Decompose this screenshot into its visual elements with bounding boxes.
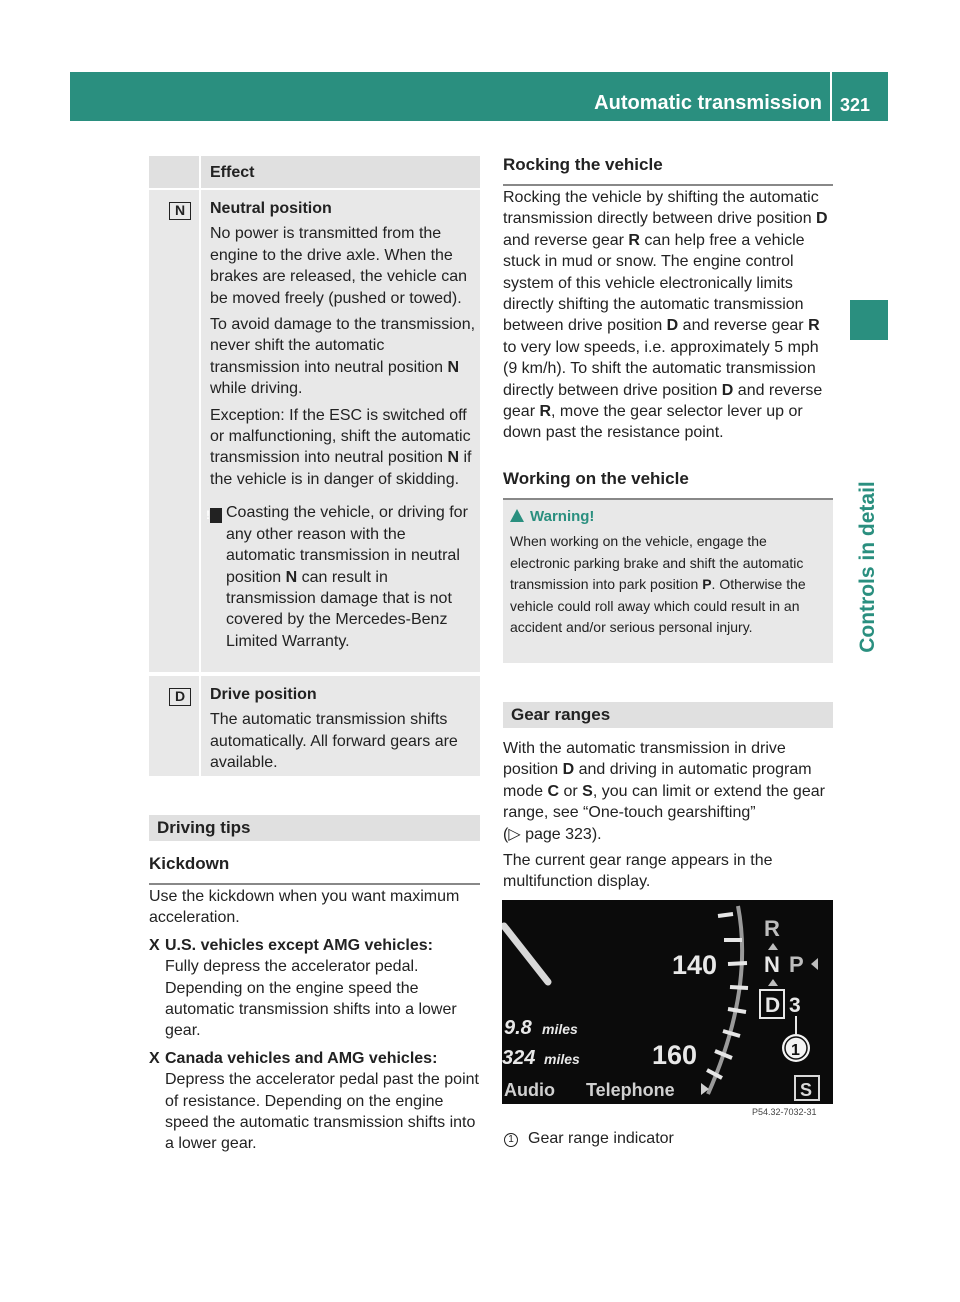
text-bold: N: [447, 449, 460, 467]
drive-cell: [210, 684, 478, 779]
text-bold: D: [562, 761, 575, 779]
kickdown-body: [149, 886, 480, 1161]
drive-p1: The automatic transmission shifts automatically. All forward gears are available.: [210, 711, 458, 772]
drive-symbol-icon: D: [169, 688, 191, 706]
table-col-separator: [199, 156, 201, 188]
text: Rocking the vehicle by shifting the automatic transmission directly between drive position: [503, 189, 819, 228]
text: With the automatic transmission in drive position: [503, 740, 786, 779]
caption-number-icon: 1: [504, 1133, 518, 1147]
page-title: Automatic transmission: [594, 92, 822, 114]
side-tab-marker: [850, 300, 888, 340]
gear-ranges-p2: The current gear range appears in the multifunction display.: [503, 852, 773, 891]
side-tab: [850, 300, 888, 920]
neutral-p2: [210, 314, 478, 400]
neutral-cell: [206, 198, 478, 657]
text-bold: D: [666, 317, 679, 335]
working-heading: Working on the vehicle: [503, 468, 833, 500]
text-bold: R: [539, 403, 552, 421]
drive-title: Drive position: [210, 686, 317, 703]
text-bold: R: [808, 317, 820, 335]
table-row: [149, 676, 480, 776]
text: if the vehicle is in danger of skidding.: [210, 449, 472, 488]
text: or: [559, 782, 583, 800]
kickdown-intro: Use the kickdown when you want maximum acceleration.: [149, 888, 460, 927]
trip-unit: miles: [542, 1021, 578, 1037]
table-header-effect: Effect: [210, 164, 255, 181]
text-bold: C: [547, 782, 560, 800]
text: and driving in automatic program mode: [503, 761, 812, 800]
text-bold: D: [816, 210, 828, 228]
table-col-separator: [199, 190, 201, 672]
exclamation-icon: !: [210, 508, 222, 523]
speed-140: 140: [672, 950, 718, 980]
s-icon: S: [800, 1080, 813, 1100]
driving-tips-heading: Driving tips: [149, 815, 480, 841]
text-bold: P: [702, 576, 712, 593]
text: can result in transmission damage that is not covered by the Mercedes-Benz Limited Warranty.: [226, 568, 452, 650]
gear-n: N: [764, 952, 780, 977]
list-item: [149, 935, 480, 1042]
rocking-heading: Rocking the vehicle: [503, 154, 833, 186]
table-col-separator: [199, 676, 201, 776]
gear-p: P: [789, 952, 804, 977]
list-item-label: Canada vehicles and AMG vehicles:: [165, 1049, 438, 1067]
caption-text: Gear range indicator: [528, 1130, 674, 1147]
text: Exception: If the ESC is switched off or malfunctioning, shift the automatic transmission into neutral position: [210, 406, 471, 467]
text: can help free a vehicle stuck in mud or snow. The engine control system of this vehicle electronically limits directly shifting the automatic transmission between drive position: [503, 231, 805, 335]
text: Coasting the vehicle, or driving for any other reason with the automatic transmission in neutral position: [226, 504, 468, 586]
page-reference: (▷ page 323).: [503, 825, 602, 843]
text: and reverse gear: [503, 231, 629, 249]
instrument-cluster-image: [502, 900, 833, 1118]
text: . Otherwise the vehicle could roll away which could result in an accident and/or serious personal injury.: [510, 576, 806, 636]
warning-title: Warning!: [530, 508, 595, 525]
neutral-p1: No power is transmitted from the engine to the drive axle. When the brakes are released, the vehicle can be moved freely (pushed or towed).: [210, 225, 468, 307]
text-bold: R: [628, 231, 640, 249]
text-bold: N: [285, 568, 298, 586]
odometer-unit: miles: [544, 1051, 580, 1067]
menu-audio: Audio: [504, 1080, 555, 1100]
list-item: [149, 1048, 480, 1155]
text-bold: N: [447, 358, 460, 376]
text: and reverse gear: [503, 381, 823, 421]
gear-d: D: [765, 994, 781, 1017]
text: and reverse gear: [678, 317, 809, 335]
list-item-text: Fully depress the accelerator pedal. Depending on the engine speed the automatic transmission shifts into a lower gear.: [165, 958, 457, 1040]
instrument-cluster-graphic: [502, 900, 833, 1118]
warning-box: [503, 500, 833, 663]
neutral-p3: [210, 405, 478, 491]
page-number: 321: [840, 95, 871, 115]
gear-r: R: [764, 916, 780, 941]
text: , you can limit or extend the gear range, see “One-touch gearshifting”: [503, 782, 825, 822]
text: To avoid damage to the transmission, never shift the automatic transmission into neutral position: [210, 316, 476, 376]
gear-ranges-heading: Gear ranges: [503, 702, 833, 728]
text: while driving.: [210, 380, 303, 398]
warning-triangle-icon: [510, 509, 524, 522]
x-marker-icon: X: [149, 936, 160, 954]
neutral-symbol-icon: N: [169, 202, 191, 220]
header-divider: [830, 72, 832, 121]
x-marker-icon: X: [149, 1049, 160, 1067]
speed-160: 160: [652, 1040, 698, 1070]
odometer-value: 324: [502, 1047, 536, 1069]
warning-title-row: [510, 506, 826, 527]
trip-value: 9.8: [504, 1017, 532, 1039]
gear-ranges-body: [503, 738, 835, 893]
text-bold: D: [721, 381, 734, 399]
neutral-note: [206, 502, 478, 652]
kickdown-heading: Kickdown: [149, 853, 480, 885]
list-item-label: U.S. vehicles except AMG vehicles:: [165, 936, 433, 954]
gear-ranges-p1: [503, 738, 835, 845]
text: to very low speeds, i.e. approximately 5 mph (9 km/h). To shift the automatic transmission directly between drive position: [503, 338, 819, 399]
callout-number: 1: [791, 1042, 800, 1059]
text: When working on the vehicle, engage the electronic parking brake and shift the automatic transmission into park position: [510, 533, 804, 593]
list-item-text: Depress the accelerator pedal past the point of resistance. Depending on the engine speed the automatic transmission shifts into a lower gear.: [165, 1071, 479, 1153]
figure-reference: P54.32-7032-31: [752, 1107, 817, 1117]
menu-telephone: Telephone: [586, 1080, 675, 1100]
table-header: [149, 156, 480, 188]
side-tab-label: Controls in detail: [856, 481, 879, 653]
text: , move the gear selector lever up or down past the resistance point.: [503, 403, 803, 442]
rocking-body: [503, 187, 835, 444]
table-row: [149, 190, 480, 672]
neutral-title: Neutral position: [210, 200, 332, 217]
text-bold: S: [582, 782, 593, 800]
gear-range-value: 3: [789, 994, 801, 1017]
figure-caption: [504, 1128, 674, 1149]
warning-text: [510, 531, 826, 638]
